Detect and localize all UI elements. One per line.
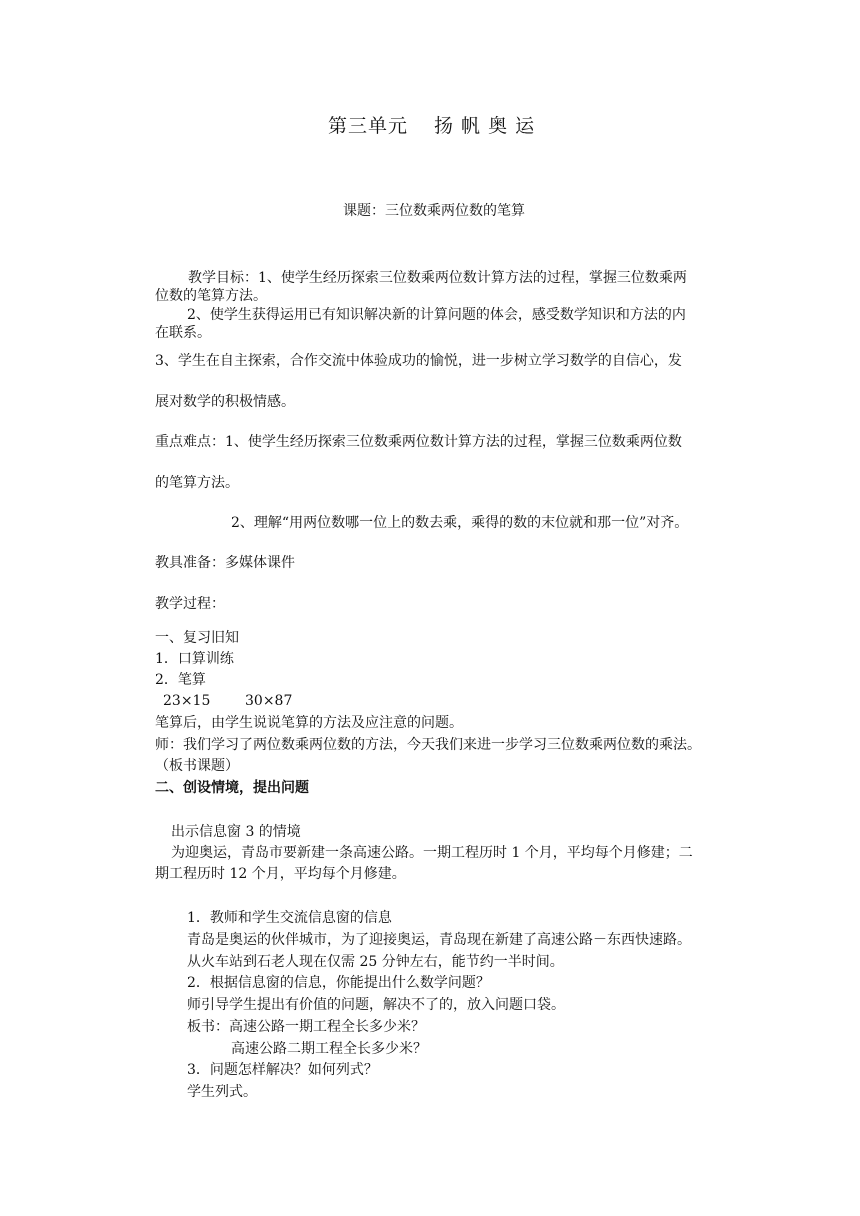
step-3-line-1: 学生列式。	[187, 1084, 257, 1100]
teaching-process-heading: 教学过程：	[155, 596, 225, 612]
goal-1-line-1: 教学目标：1、使学生经历探索三位数乘两位数计算方法的过程，掌握三位数乘两	[188, 270, 687, 286]
goal-2-line-2: 在联系。	[155, 325, 211, 341]
page-title	[328, 116, 535, 136]
unit-theme: 扬 帆 奥 运	[434, 115, 536, 137]
step-2-line-1: 师引导学生提出有价值的问题，解决不了的，放入问题口袋。	[187, 997, 565, 1013]
expression-1: 23×15	[163, 693, 211, 709]
section-1-teacher: 师：我们学习了两位数乘两位数的方法，今天我们来进一步学习三位数乘两位数的乘法。	[155, 737, 701, 753]
board-note-2: 高速公路二期工程全长多少米？	[231, 1041, 427, 1057]
step-1-line-2: 从火车站到石老人现在仅需 25 分钟左右，能节约一半时间。	[187, 954, 564, 970]
teaching-aids: 教具准备：多媒体课件	[155, 555, 295, 571]
goal-3-line-1: 3、学生在自主探索，合作交流中体验成功的愉悦，进一步树立学习数学的自信心，发	[155, 353, 682, 369]
goal-3-line-2: 展对数学的积极情感。	[155, 394, 295, 410]
step-3: 3．问题怎样解决？如何列式？	[187, 1062, 378, 1078]
section-1-item-1: 1．口算训练	[155, 651, 234, 667]
expression-2: 30×87	[245, 693, 293, 709]
section-1-board: （板书课题）	[155, 758, 239, 774]
unit-label: 第三单元	[328, 115, 409, 137]
step-2: 2．根据信息窗的信息，你能提出什么数学问题？	[187, 975, 490, 991]
key-points-line-1: 重点难点：1、使学生经历探索三位数乘两位数计算方法的过程，掌握三位数乘两位数	[155, 434, 682, 450]
goal-2-line-1: 2、使学生获得运用已有知识解决新的计算问题的体会，感受数学知识和方法的内	[187, 307, 686, 323]
key-points-line-3: 2、理解“用两位数哪一位上的数去乘，乘得的数的末位就和那一位”对齐。	[231, 515, 689, 531]
section-2-heading: 二、创设情境，提出问题	[155, 780, 309, 796]
goal-1-line-2: 位数的笔算方法。	[155, 288, 267, 304]
section-1-heading: 一、复习旧知	[155, 630, 239, 646]
key-points-line-2: 的笔算方法。	[155, 475, 239, 491]
step-1: 1．教师和学生交流信息窗的信息	[187, 910, 392, 926]
section-1-after: 笔算后，由学生说说笔算的方法及应注意的问题。	[155, 715, 463, 731]
lesson-subject: 课题：三位数乘两位数的笔算	[343, 203, 525, 219]
section-1-item-2: 2．笔算	[155, 672, 206, 688]
scenario-line-2: 期工程历时 12 个月，平均每个月修建。	[155, 866, 406, 882]
step-1-line-1: 青岛是奥运的伙伴城市，为了迎接奥运，青岛现在新建了高速公路－东西快速路。	[187, 932, 691, 948]
show-info-window: 出示信息窗 3 的情境	[171, 824, 301, 840]
board-note-1: 板书：高速公路一期工程全长多少米？	[187, 1019, 425, 1035]
scenario-line-1: 为迎奥运，青岛市要新建一条高速公路。一期工程历时 1 个月，平均每个月修建；二	[171, 845, 693, 861]
